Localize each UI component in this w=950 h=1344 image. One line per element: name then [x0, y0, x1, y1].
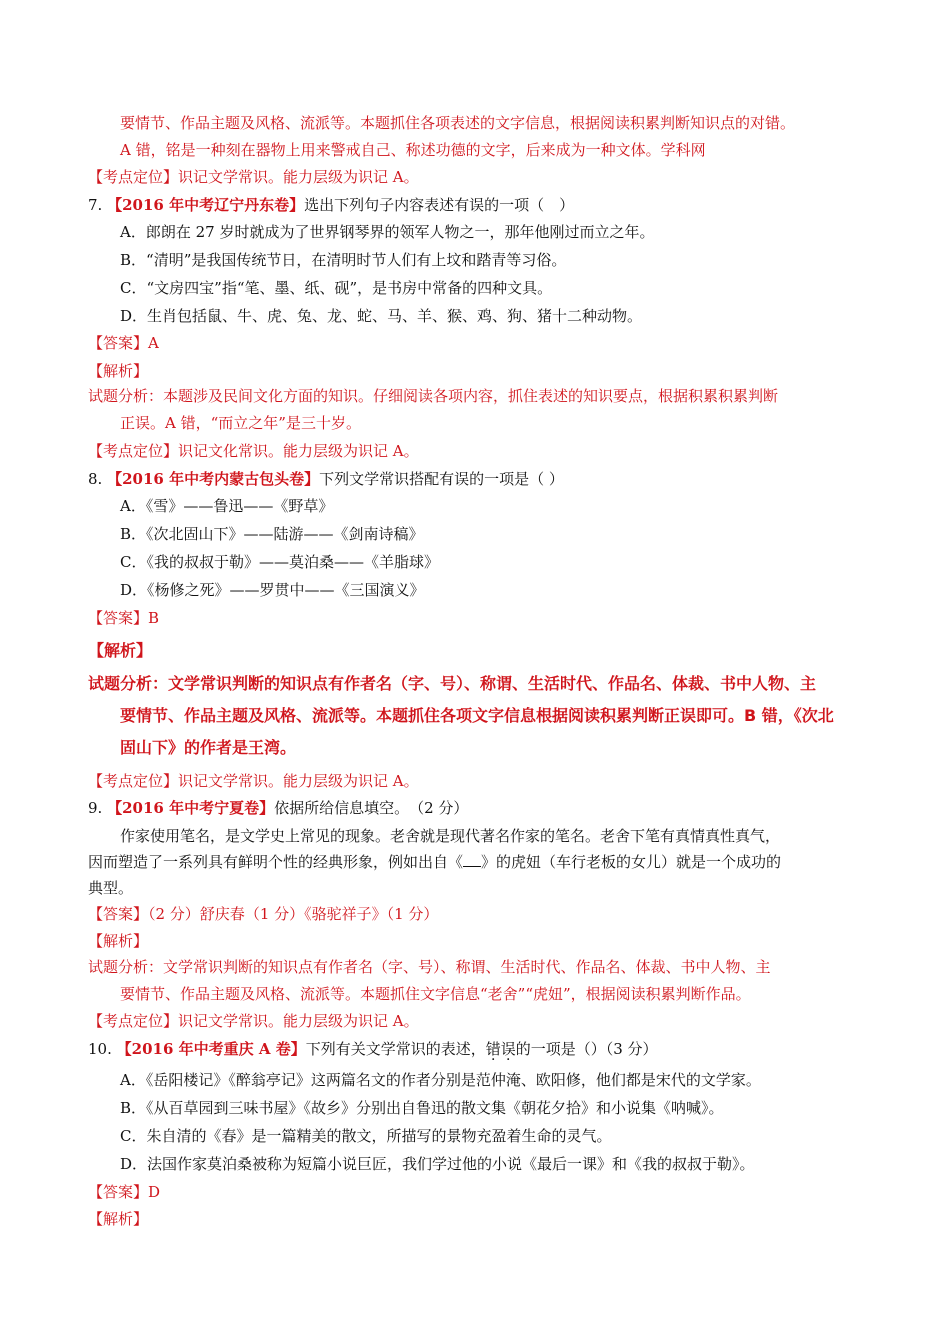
option-a: A．《岳阳楼记》《醉翁亭记》这两篇名文的作者分别是范仲淹、欧阳修，他们都是宋代的文学家。: [120, 1071, 761, 1089]
analysis-text: 试题分析：文学常识判断的知识点有作者名（字、号）、称谓、生活时代、作品名、体裁、书中人物、主: [88, 674, 817, 693]
analysis-heading: 【解析】: [88, 932, 149, 950]
analysis-text-cont: 正误。A 错，“而立之年”是三十岁。: [120, 414, 361, 432]
question-8-stem: [88, 469, 564, 489]
knowledge-point-label: 【考点定位】识记文化常识。能力层级为识记 A。: [88, 442, 419, 460]
question-text: 下列有关文学常识的表述，: [305, 1040, 486, 1058]
passage-line: 典型。: [88, 879, 134, 897]
knowledge-point-label: 【考点定位】识记文学常识。能力层级为识记 A。: [88, 772, 419, 790]
knowledge-point-label: 【考点定位】识记文学常识。能力层级为识记 A。: [88, 168, 419, 186]
question-7-stem: [88, 195, 574, 215]
question-source: 【2016 年中考宁夏卷】: [107, 799, 275, 817]
analysis-heading: 【解析】: [88, 362, 149, 380]
option-d: D．《杨修之死》——罗贯中——《三国演义》: [120, 581, 425, 599]
analysis-text-cont: 固山下》的作者是王湾。: [120, 738, 297, 757]
knowledge-point-label: 【考点定位】识记文学常识。能力层级为识记 A。: [88, 1012, 419, 1030]
passage-line: [88, 852, 781, 872]
analysis-heading: 【解析】: [88, 641, 153, 660]
analysis-text: 试题分析：本题涉及民间文化方面的知识。仔细阅读各项内容，抓住表述的知识要点，根据积累积累判断: [88, 387, 779, 405]
analysis-line: A 错，铭是一种刻在器物上用来警戒自己、称述功德的文字，后来成为一种文体。学科网: [120, 141, 706, 159]
analysis-heading: 【解析】: [88, 1210, 149, 1228]
passage-text: 》的虎妞（车行老板的女儿）就是一个成功的: [481, 853, 782, 871]
question-source: 【2016 年中考内蒙古包头卷】: [107, 470, 320, 488]
question-source: 【2016 年中考辽宁丹东卷】: [107, 196, 305, 214]
answer-label: 【答案】A: [88, 334, 159, 352]
fill-blank: [463, 866, 481, 867]
question-source: 【2016 年中考重庆 A 卷】: [116, 1040, 306, 1058]
option-a: A．《雪》——鲁迅——《野草》: [120, 497, 334, 515]
question-10-stem: [88, 1039, 658, 1059]
question-number: 9.: [88, 799, 103, 817]
answer-label: 【答案】D: [88, 1183, 161, 1201]
answer-label: 【答案】（2 分）舒庆春（1 分）《骆驼祥子》（1 分）: [88, 905, 439, 923]
analysis-continuation-line: 要情节、作品主题及风格、流派等。本题抓住各项表述的文字信息，根据阅读积累判断知识点的对错。: [120, 114, 796, 132]
question-text: 下列文学常识搭配有误的一项是（ ）: [319, 470, 564, 488]
option-a: A．郎朗在 27 岁时就成为了世界钢琴界的领军人物之一，那年他刚过而立之年。: [120, 223, 655, 241]
option-d: D．法国作家莫泊桑被称为短篇小说巨匠，我们学过他的小说《最后一课》和《我的叔叔于勒》。: [120, 1155, 755, 1173]
emphasis-char: 误: [500, 1040, 516, 1058]
question-text: 的一项是（）（3 分）: [515, 1040, 658, 1058]
option-d: D．生肖包括鼠、牛、虎、兔、龙、蛇、马、羊、猴、鸡、狗、猪十二种动物。: [120, 307, 643, 325]
option-b: B．《从百草园到三味书屋》《故乡》分别出自鲁迅的散文集《朝花夕拾》和小说集《呐喊》。: [120, 1099, 724, 1117]
option-b: B．“清明”是我国传统节日，在清明时节人们有上坟和踏青等习俗。: [120, 251, 567, 269]
passage-text: 因而塑造了一系列具有鲜明个性的经典形象，例如出自《: [88, 853, 464, 871]
option-b: B．《次北固山下》——陆游——《剑南诗稿》: [120, 525, 424, 543]
analysis-text: 试题分析：文学常识判断的知识点有作者名（字、号）、称谓、生活时代、作品名、体裁、书中人物、主: [88, 958, 771, 976]
question-9-stem: [88, 798, 468, 818]
answer-label: 【答案】B: [88, 609, 160, 627]
option-c: C．“文房四宝”指“笔、墨、纸、砚”，是书房中常备的四种文具。: [120, 279, 553, 297]
analysis-text-cont: 要情节、作品主题及风格、流派等。本题抓住文字信息“老舍”“虎妞”，根据阅读积累判断作品。: [120, 985, 751, 1003]
emphasis-char: 错: [485, 1040, 501, 1058]
question-number: 8.: [88, 470, 103, 488]
question-text: 选出下列句子内容表述有误的一项（ ）: [304, 196, 575, 214]
option-c: C．《我的叔叔于勒》——莫泊桑——《羊脂球》: [120, 553, 439, 571]
option-c: C．朱自清的《春》是一篇精美的散文，所描写的景物充盈着生命的灵气。: [120, 1127, 612, 1145]
analysis-text-cont: 要情节、作品主题及风格、流派等。本题抓住各项文字信息根据阅读积累判断正误即可。B 错，《次北: [120, 706, 834, 725]
question-text: 依据所给信息填空。 （2 分）: [274, 799, 469, 817]
question-number: 7.: [88, 196, 103, 214]
question-number: 10.: [88, 1040, 112, 1058]
passage-line: 作家使用笔名，是文学史上常见的现象。老舍就是现代著名作家的笔名。老舍下笔有真情真性真气，: [120, 827, 781, 845]
